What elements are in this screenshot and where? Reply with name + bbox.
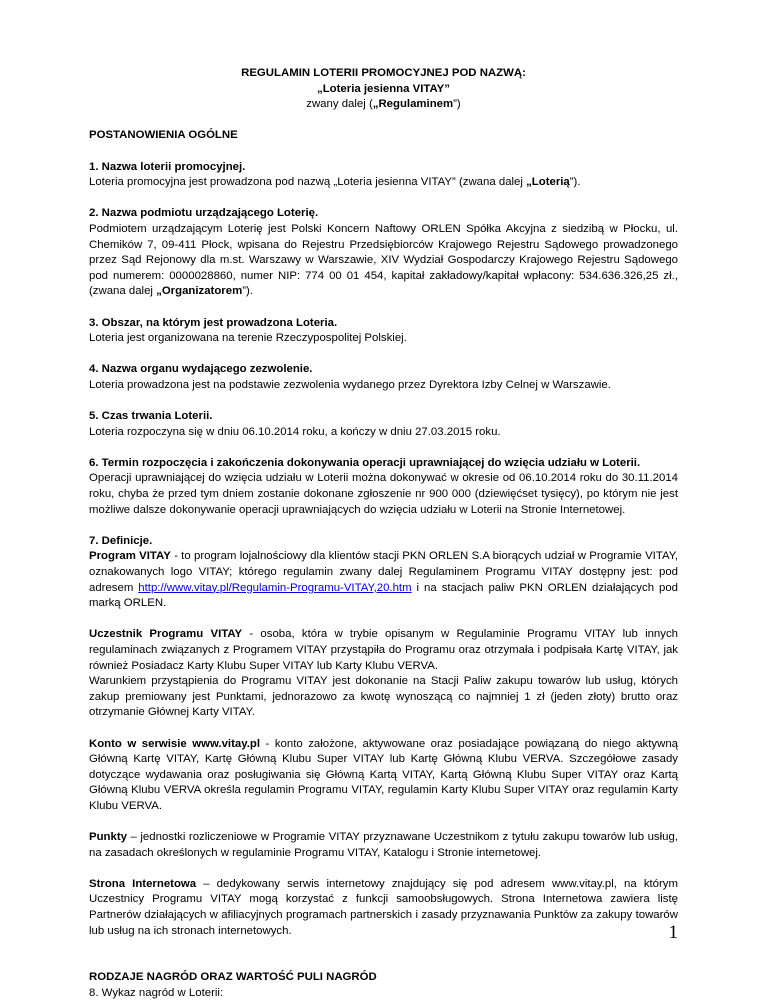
title-line-3	[89, 97, 678, 113]
section-heading-general: POSTANOWIENIA OGÓLNE	[89, 129, 238, 142]
section-1-text-pre: Loteria promocyjna jest prowadzona pod nazwą „Loteria jesienna VITAY” (zwana dalej	[89, 176, 527, 189]
definition-text: - konto założone, aktywowane oraz posiadające powiązaną do niego aktywną Główną Kartę VITAY, Kartę Główną Klubu Super VITAY lub Kartę Główną Klubu VERVA. Szczegółowe zasady dotyczące wydawania oraz posługiwania się Główną Kartą VITAY, Kartą Główną Klubu Super VITAY oraz Kartą Główną Klubu VERVA określa regulamin Programu VITAY, regulamin Karty Klubu Super VITAY oraz regulamin Karty Klubu VERVA.	[89, 737, 678, 812]
definition-text: - to program lojalnościowy dla klientów stacji PKN ORLEN S.A biorących udział w Programie VITAY, oznakowanych logo VITAY; którego regulamin zwany dalej Regulaminem Programu VITAY dostępny jest: pod adresem	[89, 550, 678, 594]
document-title	[89, 66, 678, 113]
definition-term: Uczestnik Programu VITAY	[89, 628, 243, 641]
section-2-text	[89, 222, 678, 300]
definition-punkty	[89, 830, 678, 861]
page-number: 1	[668, 922, 678, 943]
definition-strona-internetowa	[89, 877, 678, 943]
section-8-text: 8. Wykaz nagród w Loterii:	[89, 986, 224, 999]
section-1-text-bold: „Loterią	[526, 176, 570, 189]
definition-term: Program VITAY	[89, 550, 171, 563]
section-3-heading: 3. Obszar, na którym jest prowadzona Loteria.	[89, 316, 338, 329]
document-content	[89, 66, 678, 1001]
definition-term: Punkty	[89, 831, 127, 844]
section-2-text-bold: „Organizatorem	[156, 285, 243, 298]
section-2-text-post: ”).	[242, 285, 253, 298]
section-5-text: Loteria rozpoczyna się w dniu 06.10.2014 roku, a kończy w dniu 27.03.2015 roku.	[89, 425, 501, 438]
definition-text: – jednostki rozliczeniowe w Programie VITAY przyznawane Uczestnikom z tytułu zakupu towarów lub usług, na zasadach określonych w regulaminie Programu VITAY, Katalogu i Stronie internetowej.	[89, 831, 678, 859]
section-2-text-pre: Podmiotem urządzającym Loterię jest Polski Koncern Naftowy ORLEN Spółka Akcyjna z siedzibą w Płocku, ul. Chemików 7, 09-411 Płock, wpisana do Rejestru Przedsiębiorców Krajowego Rejestru Sądowego prowadzonego przez Sąd Rejonowy dla m.st. Warszawy w Warszawie, XIV Wydział Gospodarczy Krajowego Rejestru Sądowego pod numerem: 0000028860, numer NIP: 774 00 01 454, kapitał zakładowy/kapitał wpłacony: 534.636.326,25 zł., (zwana dalej	[89, 222, 678, 298]
definition-uczestnik-condition: Warunkiem przystąpienia do Programu VITAY jest dokonanie na Stacji Paliw zakupu towarów lub usług, których zakup premiowany jest Punktami, jednorazowo za kwotę wynoszącą co najmniej 1 zł (jeden złoty) brutto oraz otrzymanie Głównej Karty VITAY.	[89, 675, 678, 719]
title-line-3-post: ”)	[453, 98, 461, 111]
section-1-text-post: ”).	[569, 176, 581, 189]
section-3-text: Loteria jest organizowana na terenie Rzeczypospolitej Polskiej.	[89, 332, 407, 345]
section-1-heading: 1. Nazwa loterii promocyjnej.	[89, 160, 246, 173]
definition-konto	[89, 737, 678, 815]
definition-uczestnik	[89, 627, 678, 674]
title-line-1: REGULAMIN LOTERII PROMOCYJNEJ POD NAZWĄ:	[241, 67, 526, 79]
section-7-heading: 7. Definicje.	[89, 534, 153, 547]
title-line-3-pre: zwany dalej (	[306, 98, 373, 111]
section-6-text: Operacji uprawniającej do wzięcia udziału w Loterii można dokonywać w okresie od 06.10.2014 roku do 30.11.2014 roku, chyba że przed tym dniem zostanie dokonane zgłoszenie nr 900 000 (dziewięćset tysięcy), po którym nie jest możliwe dalsze dokonywanie operacji uprawniających do wzięcia udziału w Loterii na Stronie Internetowej.	[89, 472, 678, 516]
definition-text: – dedykowany serwis internetowy znajdujący się pod adresem www.vitay.pl, na którym Uczestnicy Programu VITAY mogą korzystać z funkcji samoobsługowych. Strona Internetowa zawiera listę Partnerów działających w afiliacyjnych programach partnerskich i zasady przyznawania Punktów za zakupy towarów lub usług na ich stronach internetowych.	[89, 877, 678, 937]
definition-text-post: i na stacjach paliw PKN ORLEN działających pod marką ORLEN.	[89, 581, 679, 610]
section-6-heading: 6. Termin rozpoczęcia i zakończenia dokonywania operacji uprawniającej do wzięcia udziału w Loterii.	[89, 456, 641, 469]
title-line-2: „Loteria jesienna VITAY”	[317, 82, 450, 95]
section-5-heading: 5. Czas trwania Loterii.	[89, 410, 213, 423]
section-4-heading: 4. Nazwa organu wydającego zezwolenie.	[89, 363, 313, 376]
definition-term: Strona Internetowa	[89, 877, 197, 890]
definition-text: - osoba, która w trybie opisanym w Regulaminie Programu VITAY lub innych regulaminach związanych z Programem VITAY przystąpiła do Programu oraz otrzymała i podpisała Kartę VITAY, jak również Posiadacz Karty Klubu Super VITAY lub Karty Klubu VERVA.	[89, 628, 678, 672]
regulamin-link[interactable]: http://www.vitay.pl/Regulamin-Programu-VITAY,20.htm	[138, 581, 412, 594]
section-1-text	[89, 175, 678, 191]
definition-term: Konto w serwisie www.vitay.pl	[89, 737, 260, 750]
title-line-3-bold: „Regulaminem	[372, 98, 454, 111]
section-4-text: Loteria prowadzona jest na podstawie zezwolenia wydanego przez Dyrektora Izby Celnej w Warszawie.	[89, 378, 611, 391]
definition-program-vitay	[89, 549, 678, 611]
section-2-heading: 2. Nazwa podmiotu urządzającego Loterię.	[89, 207, 319, 220]
section-heading-prizes: RODZAJE NAGRÓD ORAZ WARTOŚĆ PULI NAGRÓD	[89, 971, 377, 984]
